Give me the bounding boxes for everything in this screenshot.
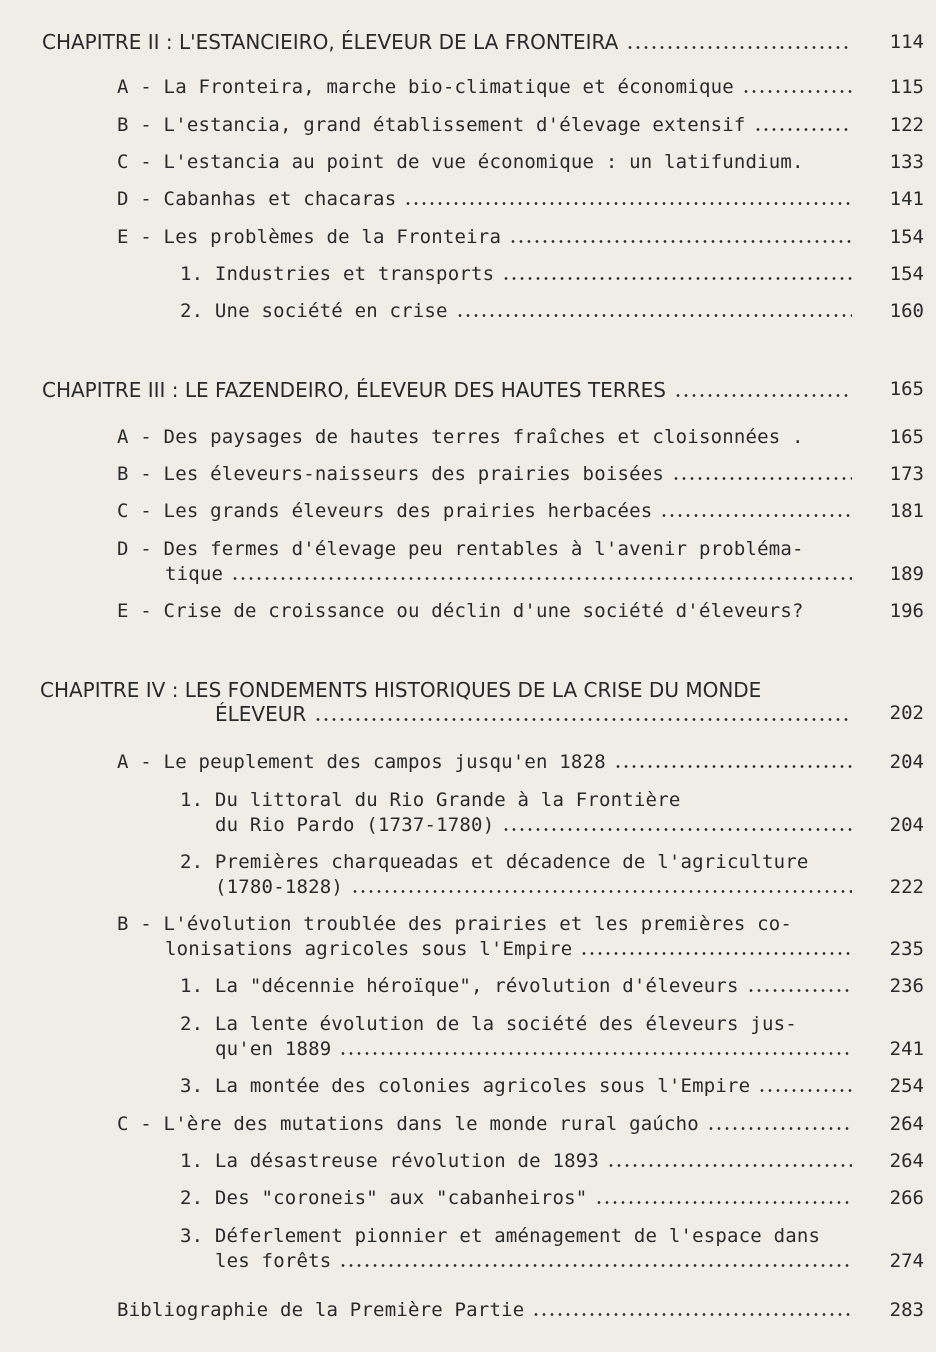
toc-entry xyxy=(117,600,860,622)
toc-entry-text: 3. Déferlement pionnier et aménagement de l'espace dans xyxy=(180,1225,821,1247)
toc-entry xyxy=(117,500,860,522)
toc-entry-text: 1. La "décennie héroïque", révolution d'éleveurs xyxy=(180,975,739,997)
toc-entry xyxy=(117,188,860,210)
toc-entry xyxy=(165,938,860,960)
toc-entry-text: E - Les problèmes de la Fronteira xyxy=(117,226,502,248)
toc-entry-text: E - Crise de croissance ou déclin d'une société d'éleveurs? xyxy=(117,600,804,622)
dot-leader xyxy=(351,889,852,894)
toc-entry-text: A - Le peuplement des campos jusqu'en 1828 xyxy=(117,751,606,773)
toc-entry-text: lonisations agricoles sous l'Empire xyxy=(165,938,573,960)
toc-entry-text: tique xyxy=(165,563,224,585)
toc-entry xyxy=(180,975,860,997)
dot-leader xyxy=(532,1312,852,1317)
toc-page-number: 254 xyxy=(889,1075,924,1097)
toc-entry-text: CHAPITRE II : L'ESTANCIEIRO, ÉLEVEUR DE LA FRONTEIRA xyxy=(42,30,619,54)
toc-page-number: 283 xyxy=(889,1299,924,1321)
toc-page-number: 165 xyxy=(889,426,924,448)
toc-entry-text: B - Les éleveurs-naisseurs des prairies boisées xyxy=(117,463,665,485)
dot-leader xyxy=(626,45,848,50)
toc-entry-text: 1. Du littoral du Rio Grande à la Frontière xyxy=(180,789,681,811)
dot-leader xyxy=(502,276,852,281)
dot-leader xyxy=(674,393,848,398)
toc-entry-text: 2. Des "coroneis" aux "cabanheiros" xyxy=(180,1187,588,1209)
dot-leader xyxy=(314,717,848,722)
toc-page-number: 264 xyxy=(889,1150,924,1172)
toc-entry-text: 2. Une société en crise xyxy=(180,300,448,322)
toc-entry xyxy=(180,1225,860,1247)
toc-entry xyxy=(215,1250,860,1272)
toc-entry xyxy=(42,30,856,54)
toc-page-number: 204 xyxy=(889,814,924,836)
toc-entry xyxy=(215,702,856,726)
toc-entry xyxy=(165,563,860,585)
toc-entry-text: 1. Industries et transports xyxy=(180,263,495,285)
toc-entry-text: 1. La désastreuse révolution de 1893 xyxy=(180,1150,600,1172)
toc-entry-text: C - L'ère des mutations dans le monde rural gaúcho xyxy=(117,1113,699,1135)
dot-leader xyxy=(747,988,852,993)
toc-entry xyxy=(42,378,856,402)
toc-page-number: 165 xyxy=(889,378,924,400)
toc-entry-text: qu'en 1889 xyxy=(215,1038,332,1060)
dot-leader xyxy=(339,1263,852,1268)
toc-page-number: 236 xyxy=(889,975,924,997)
toc-entry xyxy=(180,1150,860,1172)
toc-entry xyxy=(180,263,860,285)
dot-leader xyxy=(456,313,852,318)
toc-entry-text: les forêts xyxy=(215,1250,332,1272)
toc-entry-text: CHAPITRE III : LE FAZENDEIRO, ÉLEVEUR DES HAUTES TERRES xyxy=(42,378,666,402)
toc-page-number: 173 xyxy=(889,463,924,485)
toc-page-number: 241 xyxy=(889,1038,924,1060)
toc-page-number: 115 xyxy=(889,76,924,98)
dot-leader xyxy=(339,1051,852,1056)
toc-entry xyxy=(180,789,860,811)
toc-entry-text: Bibliographie de la Première Partie xyxy=(117,1299,525,1321)
toc-page-number: 266 xyxy=(889,1187,924,1209)
dot-leader xyxy=(404,201,852,206)
toc-entry xyxy=(117,151,860,173)
toc-entry xyxy=(180,1075,860,1097)
dot-leader xyxy=(509,239,852,244)
toc-page-number: 235 xyxy=(889,938,924,960)
toc-entry-text: D - Des fermes d'élevage peu rentables à l'avenir probléma- xyxy=(117,538,804,560)
dot-leader xyxy=(672,476,852,481)
toc-entry-text: B - L'estancia, grand établissement d'élevage extensif xyxy=(117,114,746,136)
toc-page-number: 274 xyxy=(889,1250,924,1272)
toc-page-number: 196 xyxy=(889,600,924,622)
toc-entry xyxy=(215,876,860,898)
toc-entry xyxy=(117,1113,860,1135)
toc-page-number: 204 xyxy=(889,751,924,773)
toc-entry-text: CHAPITRE IV : LES FONDEMENTS HISTORIQUES DE LA CRISE DU MONDE xyxy=(40,678,762,702)
toc-entry-text: du Rio Pardo (1737-1780) xyxy=(215,814,495,836)
dot-leader xyxy=(595,1200,852,1205)
toc-entry xyxy=(215,1038,860,1060)
toc-page-number: 189 xyxy=(889,563,924,585)
toc-entry xyxy=(117,426,860,448)
toc-page-number: 154 xyxy=(889,263,924,285)
toc-entry-text: B - L'évolution troublée des prairies et les premières co- xyxy=(117,913,793,935)
toc-page-number: 141 xyxy=(889,188,924,210)
dot-leader xyxy=(742,89,852,94)
toc-page-number: 133 xyxy=(889,151,924,173)
toc-entry-text: A - La Fronteira, marche bio-climatique et économique xyxy=(117,76,734,98)
toc-entry-text: C - Les grands éleveurs des prairies herbacées xyxy=(117,500,653,522)
toc-entry xyxy=(215,814,860,836)
toc-page-number: 122 xyxy=(889,114,924,136)
dot-leader xyxy=(758,1088,852,1093)
toc-page-number: 181 xyxy=(889,500,924,522)
toc-entry xyxy=(180,851,860,873)
toc-entry xyxy=(180,1187,860,1209)
toc-entry-text: 3. La montée des colonies agricoles sous l'Empire xyxy=(180,1075,751,1097)
dot-leader xyxy=(607,1163,852,1168)
toc-entry-text: 2. Premières charqueadas et décadence de l'agriculture xyxy=(180,851,809,873)
toc-entry xyxy=(117,538,860,560)
dot-leader xyxy=(707,1126,852,1131)
toc-entry xyxy=(40,678,860,702)
dot-leader xyxy=(754,127,852,132)
toc-entry-text: (1780-1828) xyxy=(215,876,344,898)
dot-leader xyxy=(231,576,852,581)
dot-leader xyxy=(660,513,852,518)
toc-page-number: 160 xyxy=(889,300,924,322)
dot-leader xyxy=(580,951,852,956)
toc-entry-text: C - L'estancia au point de vue économique : un latifundium. xyxy=(117,151,804,173)
toc-entry-text: ÉLEVEUR xyxy=(215,702,307,726)
toc-page-number: 114 xyxy=(889,31,924,53)
toc-entry-text: A - Des paysages de hautes terres fraîches et cloisonnées . xyxy=(117,426,804,448)
dot-leader xyxy=(502,827,852,832)
toc-page-number: 222 xyxy=(889,876,924,898)
toc-entry xyxy=(117,751,860,773)
toc-entry xyxy=(180,1013,860,1035)
toc-entry xyxy=(117,114,860,136)
toc-entry-text: 2. La lente évolution de la société des éleveurs jus- xyxy=(180,1013,797,1035)
toc-entry xyxy=(117,76,860,98)
toc-entry xyxy=(180,300,860,322)
toc-entry xyxy=(117,226,860,248)
dot-leader xyxy=(614,764,852,769)
toc-page-number: 154 xyxy=(889,226,924,248)
toc-entry xyxy=(117,463,860,485)
toc-entry xyxy=(117,913,860,935)
toc-page-number: 202 xyxy=(889,702,924,724)
toc-page-number: 264 xyxy=(889,1113,924,1135)
toc-entry-text: D - Cabanhas et chacaras xyxy=(117,188,397,210)
toc-entry xyxy=(117,1299,860,1321)
